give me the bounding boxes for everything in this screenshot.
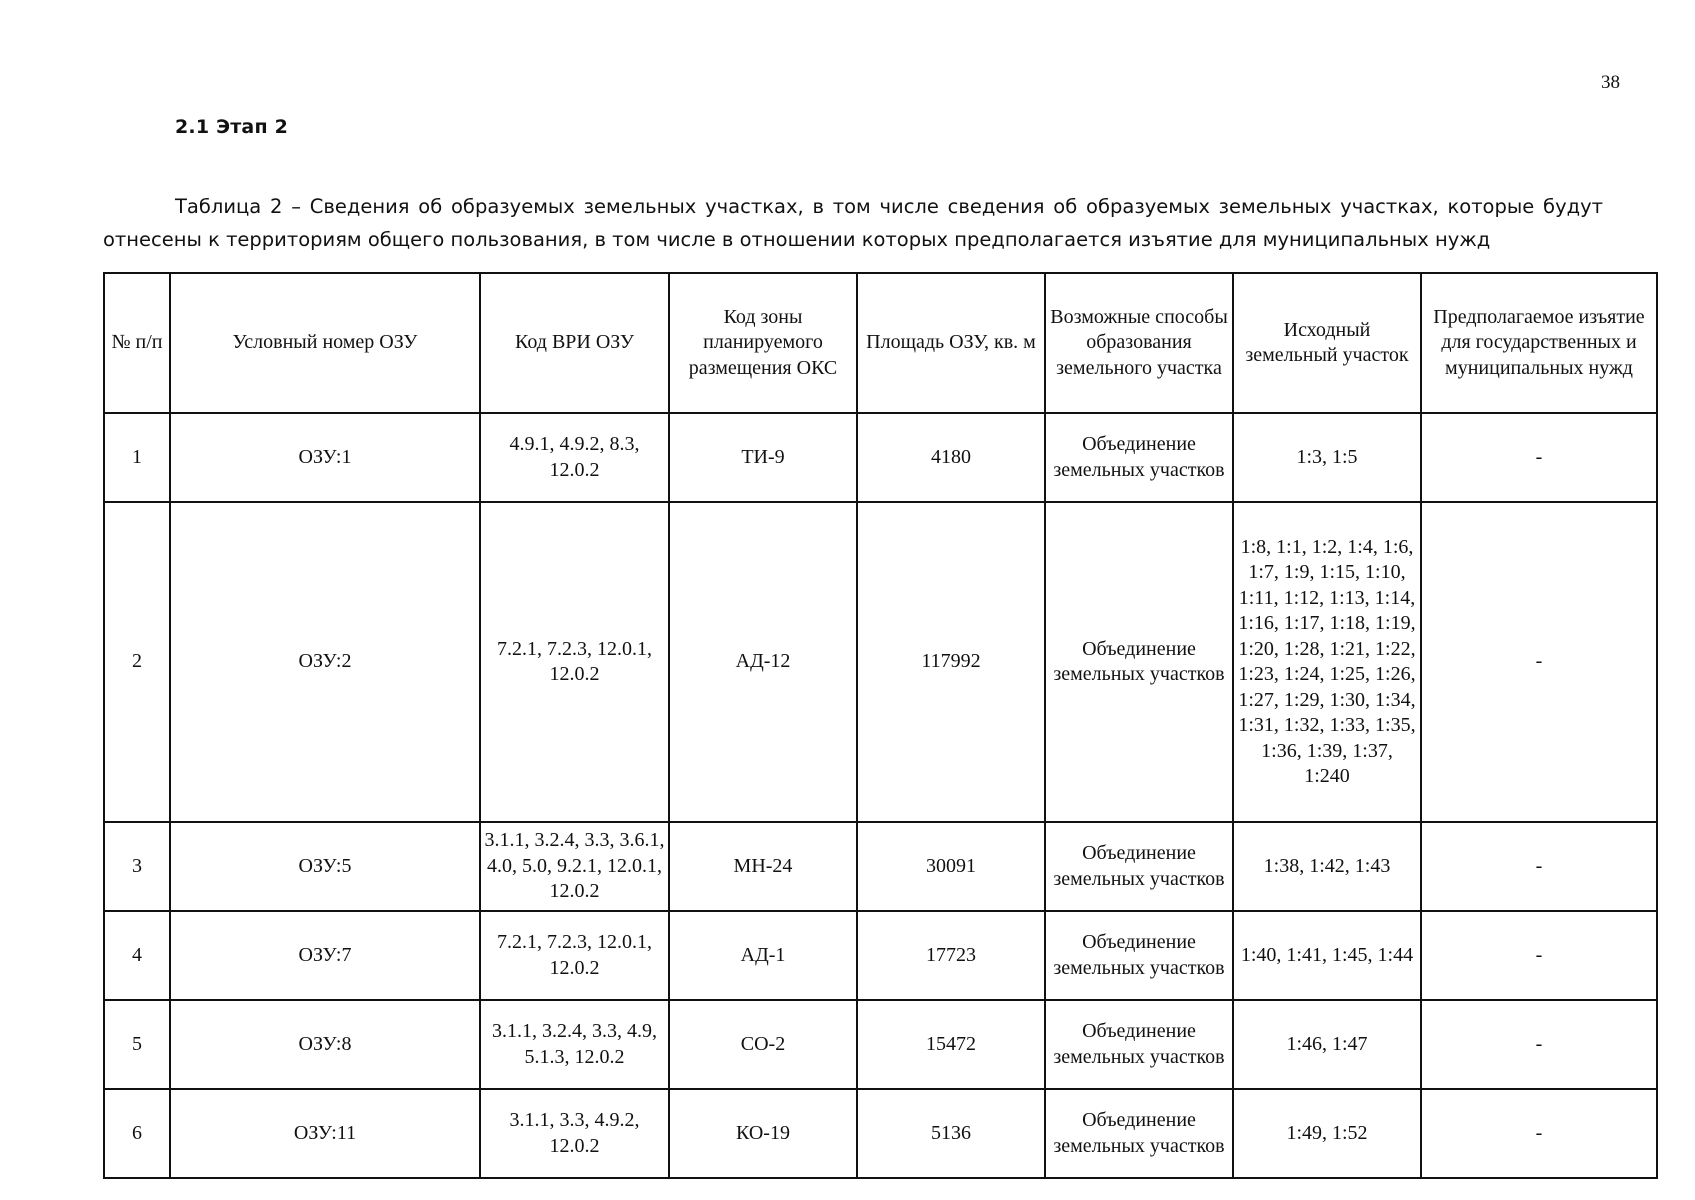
cell-vri: 3.1.1, 3.3, 4.9.2, 12.0.2 [480, 1089, 669, 1178]
cell-area: 30091 [857, 822, 1045, 911]
cell-zone: АД-1 [669, 911, 857, 1000]
cell-ozu: ОЗУ:2 [170, 502, 480, 822]
cell-number: 3 [104, 822, 170, 911]
cell-method: Объединение земельных участков [1045, 413, 1233, 502]
cell-source: 1:8, 1:1, 1:2, 1:4, 1:6, 1:7, 1:9, 1:15, 1:10, 1:11, 1:12, 1:13, 1:14, 1:16, 1:17, 1:18, 1:19, 1:20, 1:28, 1:21, 1:22, 1:23, 1:24, 1:25, 1:26, 1:27, 1:29, 1:30, 1:34, 1:31, 1:32, 1:33, 1:35, 1:36, 1:39, 1:37, 1:240 [1233, 502, 1421, 822]
cell-zone: КО-19 [669, 1089, 857, 1178]
cell-method: Объединение земельных участков [1045, 502, 1233, 822]
cell-zone: СО-2 [669, 1000, 857, 1089]
cell-source: 1:3, 1:5 [1233, 413, 1421, 502]
cell-seizure: - [1421, 1089, 1657, 1178]
cell-ozu: ОЗУ:1 [170, 413, 480, 502]
cell-ozu: ОЗУ:8 [170, 1000, 480, 1089]
table-header-row [104, 273, 1657, 413]
cell-vri: 3.1.1, 3.2.4, 3.3, 3.6.1, 4.0, 5.0, 9.2.1, 12.0.1, 12.0.2 [480, 822, 669, 911]
table-row [104, 911, 1657, 1000]
cell-number: 2 [104, 502, 170, 822]
land-plots-table [103, 272, 1658, 1179]
cell-ozu: ОЗУ:5 [170, 822, 480, 911]
cell-method: Объединение земельных участков [1045, 822, 1233, 911]
table-row [104, 1000, 1657, 1089]
page-number: 38 [1601, 72, 1620, 93]
cell-vri: 7.2.1, 7.2.3, 12.0.1, 12.0.2 [480, 911, 669, 1000]
cell-vri: 3.1.1, 3.2.4, 3.3, 4.9, 5.1.3, 12.0.2 [480, 1000, 669, 1089]
cell-ozu: ОЗУ:7 [170, 911, 480, 1000]
cell-source: 1:49, 1:52 [1233, 1089, 1421, 1178]
cell-source: 1:46, 1:47 [1233, 1000, 1421, 1089]
table-row [104, 822, 1657, 911]
header-seizure: Предполагаемое изъятие для государственных и муниципальных нужд [1421, 273, 1657, 413]
cell-zone: ТИ-9 [669, 413, 857, 502]
cell-number: 1 [104, 413, 170, 502]
cell-method: Объединение земельных участков [1045, 1000, 1233, 1089]
section-title: 2.1 Этап 2 [175, 116, 289, 138]
cell-source: 1:40, 1:41, 1:45, 1:44 [1233, 911, 1421, 1000]
header-ozu-number: Условный номер ОЗУ [170, 273, 480, 413]
cell-area: 4180 [857, 413, 1045, 502]
header-area: Площадь ОЗУ, кв. м [857, 273, 1045, 413]
header-vri-code: Код ВРИ ОЗУ [480, 273, 669, 413]
cell-method: Объединение земельных участков [1045, 911, 1233, 1000]
table-row [104, 1089, 1657, 1178]
cell-ozu: ОЗУ:11 [170, 1089, 480, 1178]
cell-seizure: - [1421, 502, 1657, 822]
header-zone-code: Код зоны планируемого размещения ОКС [669, 273, 857, 413]
table-row [104, 413, 1657, 502]
cell-method: Объединение земельных участков [1045, 1089, 1233, 1178]
cell-seizure: - [1421, 911, 1657, 1000]
cell-number: 5 [104, 1000, 170, 1089]
cell-vri: 7.2.1, 7.2.3, 12.0.1, 12.0.2 [480, 502, 669, 822]
cell-seizure: - [1421, 413, 1657, 502]
cell-seizure: - [1421, 822, 1657, 911]
header-source-plot: Исходный земельный участок [1233, 273, 1421, 413]
header-number: № п/п [104, 273, 170, 413]
cell-area: 15472 [857, 1000, 1045, 1089]
table-caption: Таблица 2 – Сведения об образуемых земельных участках, в том числе сведения об образуемых земельных участках, которые будут отнесены к территориям общего пользования, в том числе в отношении которых предполагается изъятие для муниципальных нужд [103, 195, 1603, 251]
cell-source: 1:38, 1:42, 1:43 [1233, 822, 1421, 911]
cell-seizure: - [1421, 1000, 1657, 1089]
cell-area: 117992 [857, 502, 1045, 822]
header-method: Возможные способы образования земельного участка [1045, 273, 1233, 413]
cell-zone: МН-24 [669, 822, 857, 911]
table-row [104, 502, 1657, 822]
cell-zone: АД-12 [669, 502, 857, 822]
cell-area: 5136 [857, 1089, 1045, 1178]
cell-number: 6 [104, 1089, 170, 1178]
cell-area: 17723 [857, 911, 1045, 1000]
cell-number: 4 [104, 911, 170, 1000]
cell-vri: 4.9.1, 4.9.2, 8.3, 12.0.2 [480, 413, 669, 502]
